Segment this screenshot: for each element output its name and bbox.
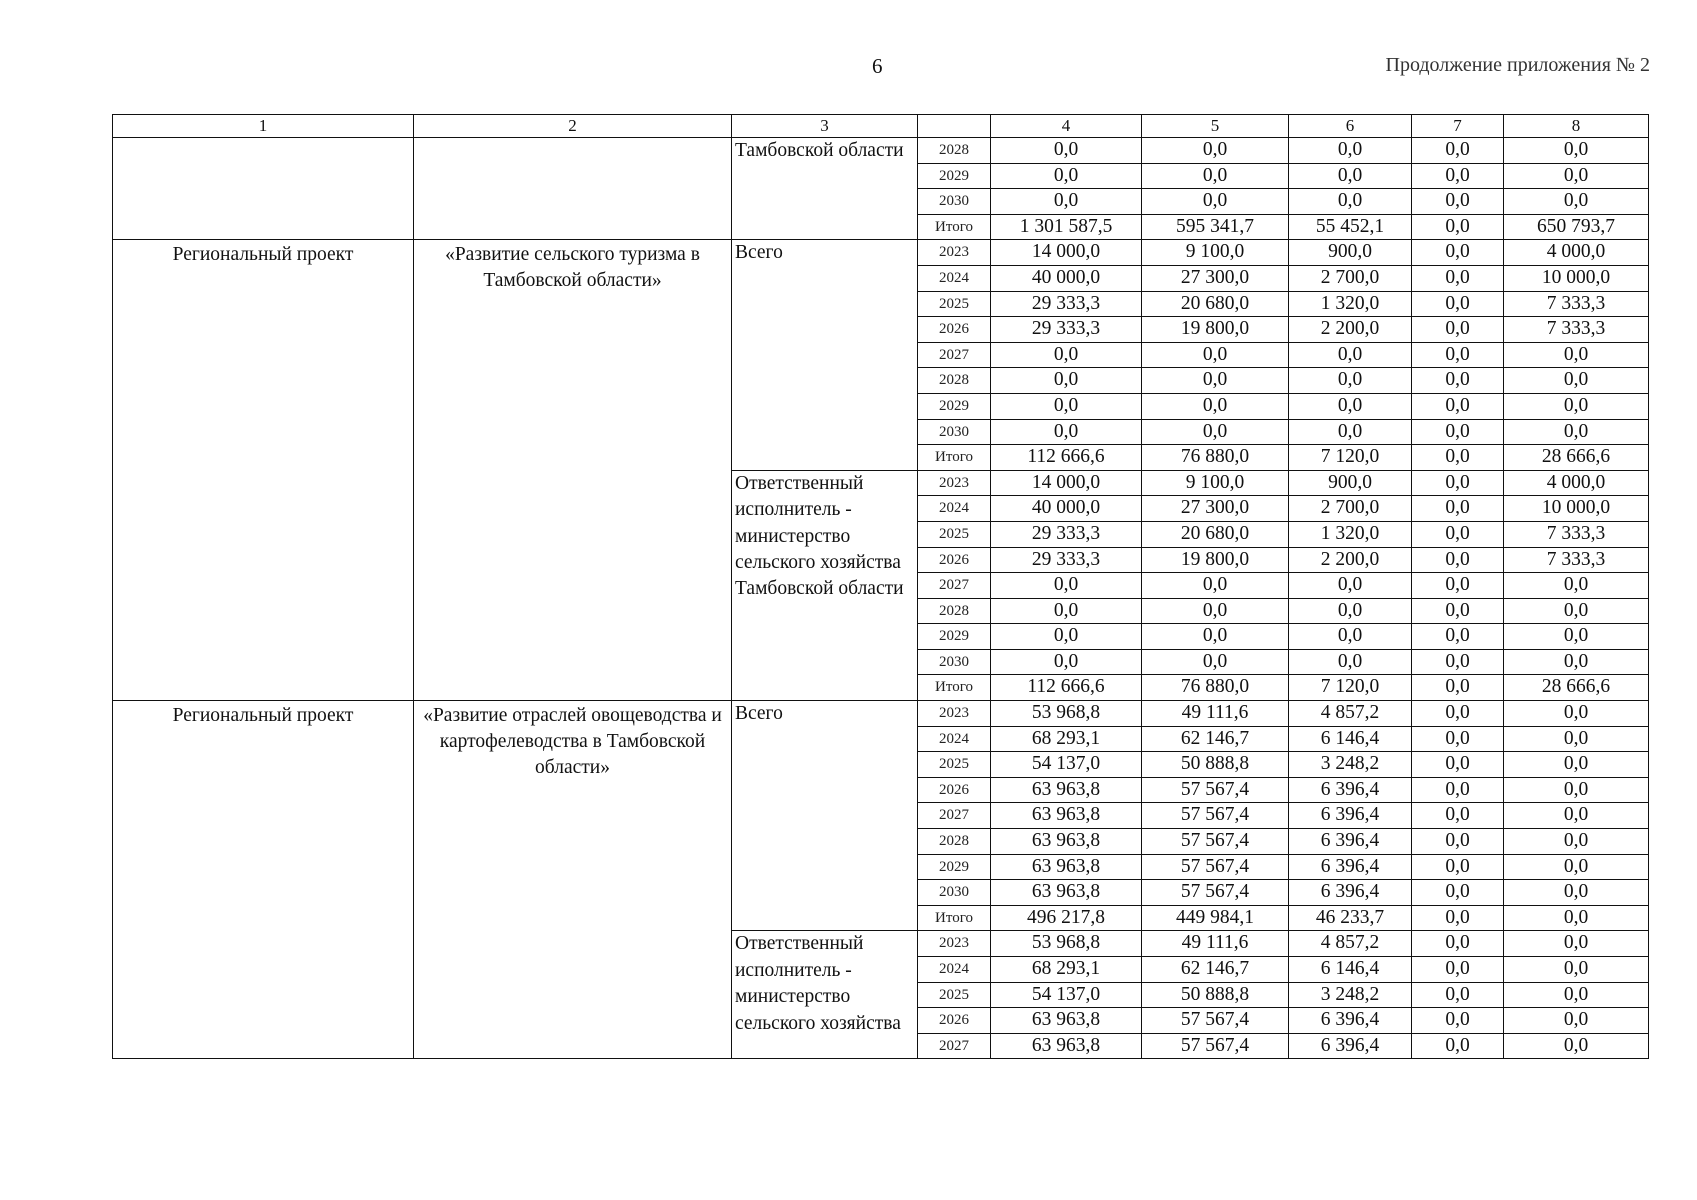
regional-value: 0,0 — [1289, 342, 1412, 368]
federal-value: 19 800,0 — [1142, 317, 1289, 343]
extrabudget-value: 0,0 — [1504, 931, 1649, 957]
regional-value: 0,0 — [1289, 598, 1412, 624]
federal-value: 57 567,4 — [1142, 1033, 1289, 1059]
year-cell: 2028 — [918, 368, 991, 394]
total-value: 1 301 587,5 — [991, 214, 1142, 240]
regional-value: 0,0 — [1289, 189, 1412, 215]
year-cell: 2023 — [918, 931, 991, 957]
year-cell: 2030 — [918, 419, 991, 445]
local-value: 0,0 — [1412, 189, 1504, 215]
local-value: 0,0 — [1412, 419, 1504, 445]
regional-value: 1 320,0 — [1289, 291, 1412, 317]
total-value: 40 000,0 — [991, 496, 1142, 522]
project-type-cell — [113, 138, 414, 240]
extrabudget-value: 0,0 — [1504, 777, 1649, 803]
regional-value: 6 396,4 — [1289, 777, 1412, 803]
federal-value: 9 100,0 — [1142, 240, 1289, 266]
total-value: 0,0 — [991, 393, 1142, 419]
regional-value: 0,0 — [1289, 573, 1412, 599]
executor-cell: Всего — [732, 701, 918, 931]
local-value: 0,0 — [1412, 905, 1504, 931]
header-cell: 1 — [113, 115, 414, 138]
year-cell: 2030 — [918, 880, 991, 906]
extrabudget-value: 0,0 — [1504, 1008, 1649, 1034]
year-cell: Итого — [918, 214, 991, 240]
year-cell: 2025 — [918, 752, 991, 778]
extrabudget-value: 10 000,0 — [1504, 496, 1649, 522]
total-value: 40 000,0 — [991, 265, 1142, 291]
year-cell: 2024 — [918, 496, 991, 522]
year-cell: 2024 — [918, 265, 991, 291]
total-value: 29 333,3 — [991, 521, 1142, 547]
regional-value: 0,0 — [1289, 163, 1412, 189]
extrabudget-value: 0,0 — [1504, 701, 1649, 727]
extrabudget-value: 28 666,6 — [1504, 675, 1649, 701]
local-value: 0,0 — [1412, 240, 1504, 266]
extrabudget-value: 7 333,3 — [1504, 317, 1649, 343]
federal-value: 49 111,6 — [1142, 701, 1289, 727]
total-value: 0,0 — [991, 189, 1142, 215]
federal-value: 0,0 — [1142, 163, 1289, 189]
local-value: 0,0 — [1412, 291, 1504, 317]
local-value: 0,0 — [1412, 829, 1504, 855]
local-value: 0,0 — [1412, 470, 1504, 496]
federal-value: 0,0 — [1142, 393, 1289, 419]
regional-value: 900,0 — [1289, 240, 1412, 266]
extrabudget-value: 0,0 — [1504, 598, 1649, 624]
local-value: 0,0 — [1412, 624, 1504, 650]
federal-value: 0,0 — [1142, 368, 1289, 394]
local-value: 0,0 — [1412, 163, 1504, 189]
regional-value: 2 700,0 — [1289, 496, 1412, 522]
federal-value: 9 100,0 — [1142, 470, 1289, 496]
federal-value: 62 146,7 — [1142, 957, 1289, 983]
year-cell: 2027 — [918, 1033, 991, 1059]
header-cell: 2 — [414, 115, 732, 138]
total-value: 63 963,8 — [991, 829, 1142, 855]
extrabudget-value: 0,0 — [1504, 880, 1649, 906]
year-cell: 2025 — [918, 982, 991, 1008]
regional-value: 2 200,0 — [1289, 317, 1412, 343]
total-value: 29 333,3 — [991, 547, 1142, 573]
year-cell: 2027 — [918, 573, 991, 599]
year-cell: 2026 — [918, 547, 991, 573]
extrabudget-value: 0,0 — [1504, 342, 1649, 368]
regional-value: 0,0 — [1289, 419, 1412, 445]
header-cell: 6 — [1289, 115, 1412, 138]
local-value: 0,0 — [1412, 393, 1504, 419]
total-value: 0,0 — [991, 138, 1142, 164]
header-cell: 8 — [1504, 115, 1649, 138]
federal-value: 57 567,4 — [1142, 880, 1289, 906]
regional-value: 55 452,1 — [1289, 214, 1412, 240]
extrabudget-value: 7 333,3 — [1504, 547, 1649, 573]
total-value: 63 963,8 — [991, 803, 1142, 829]
local-value: 0,0 — [1412, 317, 1504, 343]
federal-value: 27 300,0 — [1142, 265, 1289, 291]
total-value: 63 963,8 — [991, 1033, 1142, 1059]
regional-value: 46 233,7 — [1289, 905, 1412, 931]
total-value: 63 963,8 — [991, 854, 1142, 880]
local-value: 0,0 — [1412, 1033, 1504, 1059]
year-cell: 2023 — [918, 240, 991, 266]
regional-value: 7 120,0 — [1289, 445, 1412, 471]
federal-value: 76 880,0 — [1142, 445, 1289, 471]
local-value: 0,0 — [1412, 598, 1504, 624]
project-type-cell: Региональный проект — [113, 701, 414, 1059]
local-value: 0,0 — [1412, 265, 1504, 291]
federal-value: 57 567,4 — [1142, 777, 1289, 803]
local-value: 0,0 — [1412, 445, 1504, 471]
executor-cell: Тамбовской области — [732, 138, 918, 240]
regional-value: 1 320,0 — [1289, 521, 1412, 547]
local-value: 0,0 — [1412, 342, 1504, 368]
header-cell: 4 — [991, 115, 1142, 138]
total-value: 14 000,0 — [991, 240, 1142, 266]
local-value: 0,0 — [1412, 803, 1504, 829]
federal-value: 0,0 — [1142, 419, 1289, 445]
year-cell: 2028 — [918, 829, 991, 855]
budget-table — [112, 114, 1649, 1059]
year-cell: Итого — [918, 905, 991, 931]
total-value: 53 968,8 — [991, 701, 1142, 727]
total-value: 68 293,1 — [991, 957, 1142, 983]
extrabudget-value: 0,0 — [1504, 163, 1649, 189]
local-value: 0,0 — [1412, 931, 1504, 957]
federal-value: 0,0 — [1142, 138, 1289, 164]
year-cell: 2025 — [918, 291, 991, 317]
local-value: 0,0 — [1412, 521, 1504, 547]
extrabudget-value: 0,0 — [1504, 982, 1649, 1008]
table-row — [113, 701, 1649, 727]
local-value: 0,0 — [1412, 752, 1504, 778]
regional-value: 0,0 — [1289, 138, 1412, 164]
regional-value: 6 396,4 — [1289, 854, 1412, 880]
federal-value: 19 800,0 — [1142, 547, 1289, 573]
federal-value: 27 300,0 — [1142, 496, 1289, 522]
executor-cell: Ответственный исполнитель - министерство сельского хозяйства — [732, 931, 918, 1059]
regional-value: 6 396,4 — [1289, 880, 1412, 906]
local-value: 0,0 — [1412, 496, 1504, 522]
total-value: 0,0 — [991, 419, 1142, 445]
header-cell — [918, 115, 991, 138]
extrabudget-value: 0,0 — [1504, 829, 1649, 855]
local-value: 0,0 — [1412, 854, 1504, 880]
regional-value: 2 700,0 — [1289, 265, 1412, 291]
year-cell: 2026 — [918, 777, 991, 803]
extrabudget-value: 7 333,3 — [1504, 291, 1649, 317]
extrabudget-value: 0,0 — [1504, 905, 1649, 931]
extrabudget-value: 28 666,6 — [1504, 445, 1649, 471]
year-cell: 2024 — [918, 957, 991, 983]
total-value: 112 666,6 — [991, 445, 1142, 471]
total-value: 63 963,8 — [991, 777, 1142, 803]
local-value: 0,0 — [1412, 880, 1504, 906]
extrabudget-value: 650 793,7 — [1504, 214, 1649, 240]
year-cell: 2029 — [918, 624, 991, 650]
extrabudget-value: 0,0 — [1504, 854, 1649, 880]
regional-value: 6 396,4 — [1289, 829, 1412, 855]
project-name-cell — [414, 138, 732, 240]
total-value: 53 968,8 — [991, 931, 1142, 957]
total-value: 0,0 — [991, 649, 1142, 675]
federal-value: 0,0 — [1142, 598, 1289, 624]
local-value: 0,0 — [1412, 138, 1504, 164]
local-value: 0,0 — [1412, 547, 1504, 573]
federal-value: 50 888,8 — [1142, 982, 1289, 1008]
year-cell: 2026 — [918, 317, 991, 343]
extrabudget-value: 0,0 — [1504, 649, 1649, 675]
regional-value: 0,0 — [1289, 649, 1412, 675]
year-cell: 2025 — [918, 521, 991, 547]
year-cell: Итого — [918, 675, 991, 701]
local-value: 0,0 — [1412, 777, 1504, 803]
total-value: 14 000,0 — [991, 470, 1142, 496]
annex-caption: Продолжение приложения № 2 — [1385, 54, 1650, 76]
header-cell: 5 — [1142, 115, 1289, 138]
total-value: 0,0 — [991, 368, 1142, 394]
year-cell: 2029 — [918, 854, 991, 880]
extrabudget-value: 0,0 — [1504, 138, 1649, 164]
regional-value: 2 200,0 — [1289, 547, 1412, 573]
extrabudget-value: 7 333,3 — [1504, 521, 1649, 547]
extrabudget-value: 0,0 — [1504, 419, 1649, 445]
federal-value: 0,0 — [1142, 342, 1289, 368]
extrabudget-value: 0,0 — [1504, 752, 1649, 778]
header-cell: 7 — [1412, 115, 1504, 138]
regional-value: 900,0 — [1289, 470, 1412, 496]
year-cell: 2027 — [918, 803, 991, 829]
total-value: 29 333,3 — [991, 291, 1142, 317]
table-row — [113, 138, 1649, 164]
federal-value: 20 680,0 — [1142, 521, 1289, 547]
year-cell: 2023 — [918, 701, 991, 727]
federal-value: 0,0 — [1142, 649, 1289, 675]
federal-value: 595 341,7 — [1142, 214, 1289, 240]
federal-value: 62 146,7 — [1142, 726, 1289, 752]
executor-cell: Всего — [732, 240, 918, 470]
total-value: 0,0 — [991, 624, 1142, 650]
extrabudget-value: 0,0 — [1504, 368, 1649, 394]
regional-value: 6 396,4 — [1289, 1008, 1412, 1034]
extrabudget-value: 0,0 — [1504, 573, 1649, 599]
year-cell: 2029 — [918, 163, 991, 189]
federal-value: 49 111,6 — [1142, 931, 1289, 957]
extrabudget-value: 10 000,0 — [1504, 265, 1649, 291]
total-value: 0,0 — [991, 598, 1142, 624]
regional-value: 3 248,2 — [1289, 982, 1412, 1008]
total-value: 68 293,1 — [991, 726, 1142, 752]
regional-value: 6 396,4 — [1289, 803, 1412, 829]
total-value: 112 666,6 — [991, 675, 1142, 701]
local-value: 0,0 — [1412, 726, 1504, 752]
total-value: 63 963,8 — [991, 880, 1142, 906]
total-value: 63 963,8 — [991, 1008, 1142, 1034]
extrabudget-value: 4 000,0 — [1504, 470, 1649, 496]
local-value: 0,0 — [1412, 701, 1504, 727]
project-name-cell: «Развитие отраслей овощеводства и картофелеводства в Тамбовской области» — [414, 701, 732, 1059]
federal-value: 20 680,0 — [1142, 291, 1289, 317]
total-value: 0,0 — [991, 342, 1142, 368]
regional-value: 0,0 — [1289, 368, 1412, 394]
project-name-cell: «Развитие сельского туризма в Тамбовской области» — [414, 240, 732, 701]
regional-value: 6 146,4 — [1289, 726, 1412, 752]
total-value: 54 137,0 — [991, 982, 1142, 1008]
local-value: 0,0 — [1412, 649, 1504, 675]
local-value: 0,0 — [1412, 675, 1504, 701]
regional-value: 4 857,2 — [1289, 931, 1412, 957]
regional-value: 0,0 — [1289, 624, 1412, 650]
year-cell: 2027 — [918, 342, 991, 368]
federal-value: 0,0 — [1142, 189, 1289, 215]
extrabudget-value: 0,0 — [1504, 189, 1649, 215]
regional-value: 6 146,4 — [1289, 957, 1412, 983]
year-cell: 2024 — [918, 726, 991, 752]
year-cell: 2028 — [918, 138, 991, 164]
year-cell: 2030 — [918, 189, 991, 215]
extrabudget-value: 0,0 — [1504, 624, 1649, 650]
total-value: 54 137,0 — [991, 752, 1142, 778]
federal-value: 57 567,4 — [1142, 803, 1289, 829]
local-value: 0,0 — [1412, 368, 1504, 394]
regional-value: 4 857,2 — [1289, 701, 1412, 727]
year-cell: 2029 — [918, 393, 991, 419]
regional-value: 6 396,4 — [1289, 1033, 1412, 1059]
year-cell: 2023 — [918, 470, 991, 496]
table-row — [113, 240, 1649, 266]
regional-value: 0,0 — [1289, 393, 1412, 419]
federal-value: 50 888,8 — [1142, 752, 1289, 778]
year-cell: 2026 — [918, 1008, 991, 1034]
extrabudget-value: 4 000,0 — [1504, 240, 1649, 266]
total-value: 0,0 — [991, 573, 1142, 599]
federal-value: 0,0 — [1142, 573, 1289, 599]
extrabudget-value: 0,0 — [1504, 393, 1649, 419]
local-value: 0,0 — [1412, 214, 1504, 240]
extrabudget-value: 0,0 — [1504, 726, 1649, 752]
year-cell: 2028 — [918, 598, 991, 624]
local-value: 0,0 — [1412, 573, 1504, 599]
federal-value: 57 567,4 — [1142, 1008, 1289, 1034]
regional-value: 7 120,0 — [1289, 675, 1412, 701]
year-cell: Итого — [918, 445, 991, 471]
year-cell: 2030 — [918, 649, 991, 675]
local-value: 0,0 — [1412, 982, 1504, 1008]
total-value: 29 333,3 — [991, 317, 1142, 343]
federal-value: 57 567,4 — [1142, 829, 1289, 855]
extrabudget-value: 0,0 — [1504, 803, 1649, 829]
total-value: 496 217,8 — [991, 905, 1142, 931]
federal-value: 449 984,1 — [1142, 905, 1289, 931]
header-cell: 3 — [732, 115, 918, 138]
federal-value: 0,0 — [1142, 624, 1289, 650]
local-value: 0,0 — [1412, 957, 1504, 983]
extrabudget-value: 0,0 — [1504, 957, 1649, 983]
page-number: 6 — [872, 54, 883, 78]
header-row — [113, 115, 1649, 138]
project-type-cell: Региональный проект — [113, 240, 414, 701]
federal-value: 57 567,4 — [1142, 854, 1289, 880]
extrabudget-value: 0,0 — [1504, 1033, 1649, 1059]
executor-cell: Ответственный исполнитель - министерство сельского хозяйства Тамбовской области — [732, 470, 918, 700]
total-value: 0,0 — [991, 163, 1142, 189]
regional-value: 3 248,2 — [1289, 752, 1412, 778]
federal-value: 76 880,0 — [1142, 675, 1289, 701]
local-value: 0,0 — [1412, 1008, 1504, 1034]
